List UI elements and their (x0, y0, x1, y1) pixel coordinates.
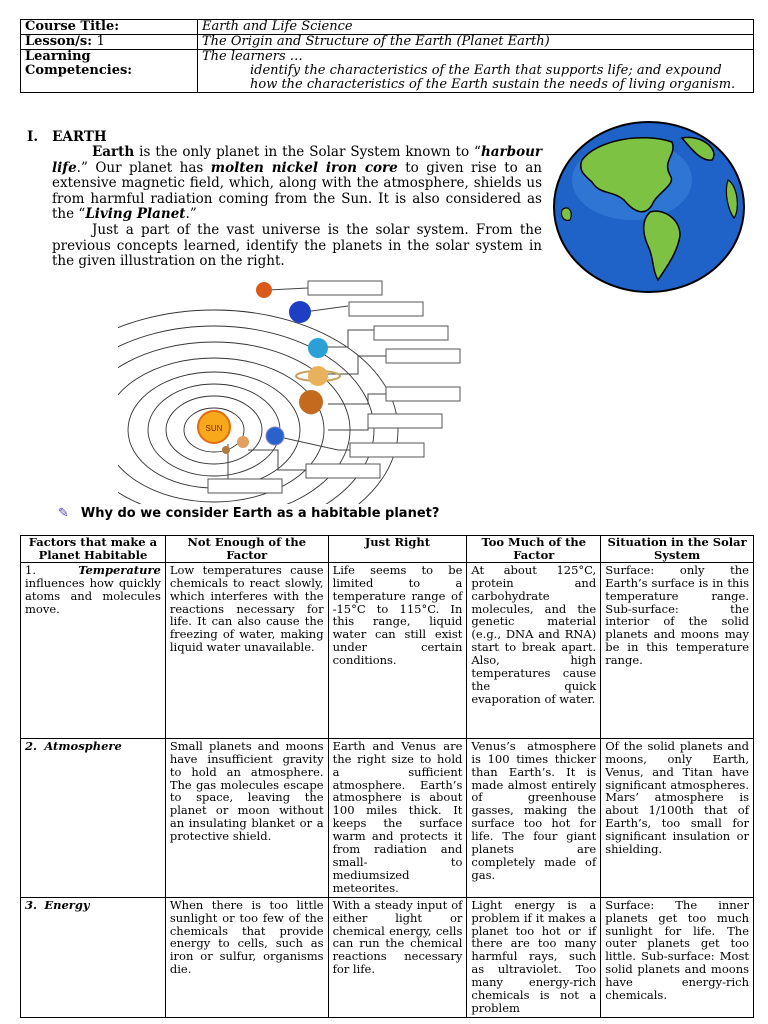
competencies-text: identify the characteristics of the Earth that supports life; and expound how the characteristics of the Earth sustain the needs of living organism. (250, 63, 736, 92)
neptune-icon (289, 301, 311, 323)
jupiter-icon (299, 390, 323, 414)
situation-cell: Surface: only the Earth’s surface is in this temperature range. Sub-surface: the interior of the solid planets and moons may be in this temperature range. (601, 562, 754, 738)
table-header: Too Much of the Factor (467, 536, 601, 563)
earth-intro (52, 145, 542, 270)
section-heading: I. EARTH (27, 129, 107, 145)
lesson-label-cell (21, 35, 198, 50)
earth-icon (266, 427, 284, 445)
lesson-value: The Origin and Structure of the Earth (Planet Earth) (198, 35, 754, 50)
table-row (21, 738, 754, 897)
competencies-intro: The learners … (202, 49, 303, 64)
factor-cell: 1. Temperature influences how quickly atoms and molecules move. (21, 562, 166, 738)
pluto-icon (256, 282, 272, 298)
label-box-1 (308, 281, 382, 295)
blank-label-boxes (205, 281, 460, 493)
label-box-8 (306, 464, 380, 478)
earth-globe-image (552, 120, 746, 294)
sun-label: SUN (205, 424, 223, 433)
table-header-row (21, 536, 754, 563)
solar-system-diagram (118, 272, 468, 504)
situation-cell: Of the solid planets and moons, only Earth, Venus, and Titan have significant atmospheres. Mars’ atmosphere is about 1/100th that of Earth’s, too small for significant insulation or shielding. (601, 738, 754, 897)
too-much-cell: Venus’s atmosphere is 100 times thicker than Earth’s. It is made almost entirely of greenhouse gasses, making the surface too hot for life. The four giant planets are completely made of gas. (467, 738, 601, 897)
too-much-cell: Light energy is a problem if it makes a planet too hot or if there are too many harmful rays, such as ultraviolet. Too many energy-rich chemicals is not a problem (467, 897, 601, 1017)
lesson-number: 1 (96, 34, 105, 49)
competencies-cell (198, 50, 754, 93)
label-box-5 (386, 387, 460, 401)
not-enough-cell: Small planets and moons have insufficient gravity to hold an atmosphere. The gas molecules escape to space, leaving the planet or moon without an insulating blanket or a protective shield. (165, 738, 328, 897)
table-row (21, 897, 754, 1017)
course-title-label: Course Title: (21, 20, 198, 35)
label-box-9 (208, 479, 282, 493)
factor-cell: 3. Energy (21, 897, 166, 1017)
mercury-icon (222, 446, 230, 454)
not-enough-cell: When there is too little sunlight or too few of the chemicals that provide energy to cells, such as iron or sulfur, organisms die. (165, 897, 328, 1017)
course-header-table (20, 19, 754, 93)
table-header: Situation in the Solar System (601, 536, 754, 563)
label-box-2 (349, 302, 423, 316)
too-much-cell: At about 125°C, protein and carbohydrate molecules, and the genetic material (e.g., DNA and RNA) start to break apart. Also, high temperatures cause the quick evaporation of water. (467, 562, 601, 738)
habitable-question: ✎ Why do we consider Earth as a habitable planet? (58, 506, 440, 521)
just-right-cell: Life seems to be limited to a temperature range of -15°C to 115°C. In this range, liquid water can still exist under certain conditions. (328, 562, 467, 738)
solar-system-paragraph: Just a part of the vast universe is the solar system. From the previous concepts learned, identify the planets in the solar system in the given illustration on the right. (52, 221, 542, 270)
label-box-3 (374, 326, 448, 340)
competencies-label: Learning Competencies: (21, 50, 198, 93)
not-enough-cell: Low temperatures cause chemicals to react slowly, which interferes with the reactions necessary for life. It can also cause the freezing of water, making liquid water unavailable. (165, 562, 328, 738)
just-right-cell: With a steady input of either light or chemical energy, cells can run the chemical reactions necessary for life. (328, 897, 467, 1017)
label-box-6 (368, 414, 442, 428)
table-header: Just Right (328, 536, 467, 563)
pencil-bullet-icon: ✎ (58, 506, 69, 521)
uranus-icon (308, 338, 328, 358)
earth-paragraph: Earth is the only planet in the Solar System known to “harbour life.” Our planet has molten nickel iron core to given rise to an extensive magnetic field, which, along with the atmosphere, shields us from harmful radiation coming from the Sun. It is also considered as the “Living Planet.” (52, 144, 542, 223)
habitability-table (20, 535, 754, 1018)
label-box-4 (386, 349, 460, 363)
table-header: Factors that make a Planet Habitable (21, 536, 166, 563)
label-box-7 (350, 443, 424, 457)
table-header: Not Enough of the Factor (165, 536, 328, 563)
lesson-label: Lesson/s: (25, 34, 93, 49)
table-row (21, 562, 754, 738)
situation-cell: Surface: The inner planets get too much sunlight for life. The outer planets get too little. Sub-surface: Most solid planets and moons have energy-rich chemicals. (601, 897, 754, 1017)
factor-cell: 2. Atmosphere (21, 738, 166, 897)
venus-icon (237, 436, 249, 448)
saturn-icon (308, 366, 328, 386)
just-right-cell: Earth and Venus are the right size to hold a sufficient atmosphere. Earth’s atmosphere is about 100 miles thick. It keeps the surface warm and protects it from radiation and small- to mediumsized meteorites. (328, 738, 467, 897)
course-title-value: Earth and Life Science (198, 20, 754, 35)
